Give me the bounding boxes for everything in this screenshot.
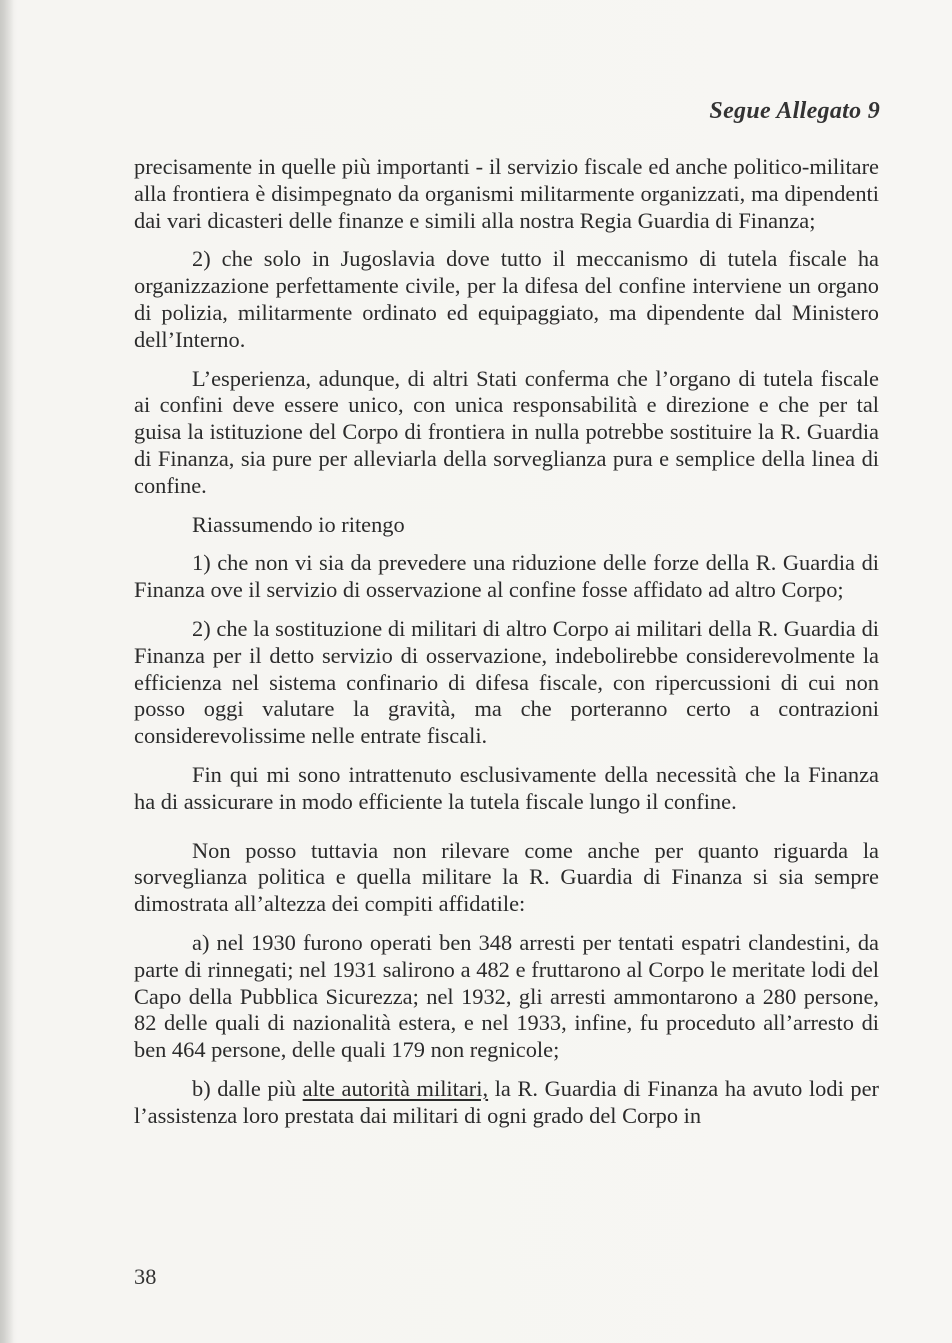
paragraph-10-end: la R. Guardia di Finanza ha avuto lodi per l’assistenza loro prestata dai militari di ogni grado del Corpo in [134, 1075, 879, 1128]
paragraph-3: L’esperienza, adunque, di altri Stati conferma che l’organo di tutela fiscale ai confini deve essere unico, con unica responsabilità e direzione e che per tal guisa la istituzione del Corpo di frontiera in nulla potrebbe sostituire la R. Guardia di Finanza, sia pure per alleviarla della sorveglianza pura e semplice della linea di confine. [134, 365, 879, 498]
paragraph-9: a) nel 1930 furono operati ben 348 arresti per tentati espatri clandestini, da parte di rinnegati; nel 1931 salirono a 482 e fruttarono al Corpo le meritate lodi del Capo della Pubblica Sicurezza; nel 1932, gli arresti ammontarono a 280 persone, 82 delle quali di nazionalità estera, e nel 1933, infine, fu proceduto all’arresto di ben 464 persone, delle quali 179 non regnicole; [134, 929, 879, 1063]
body-text [134, 154, 879, 1142]
paragraph-10-start: b) dalle più [192, 1075, 303, 1101]
page-number: 38 [134, 1264, 157, 1289]
underlined-phrase: alte autorità militari, [302, 1075, 489, 1101]
paragraph-8: Non posso tuttavia non rilevare come anche per quanto riguarda la sorveglianza politica e quella militare la R. Guardia di Finanza si sia sempre dimostrata all’altezza dei compiti affidatile: [134, 837, 879, 917]
paragraph-5: 1) che non vi sia da prevedere una riduzione delle forze della R. Guardia di Finanza ove il servizio di osservazione al confine fosse affidato ad altro Corpo; [134, 550, 879, 603]
paragraph-2: 2) che solo in Jugoslavia dove tutto il meccanismo di tutela fiscale ha organizzazione perfettamente civile, per la difesa del confine interviene un organo di polizia, militarmente ordinato ed equipaggiato, ma dipendente dal Ministero dell’Interno. [134, 246, 879, 352]
running-head: Segue Allegato 9 [709, 98, 880, 124]
paragraph-6: 2) che la sostituzione di militari di altro Corpo ai militari della R. Guardia di Finanza per il detto servizio di osservazione, indebolirebbe considerevolmente la efficienza nel sistema confinario di difesa fiscale, con ripercussioni di cui non posso oggi valutare la gravità, ma che porteranno certo a contrazioni considerevolissime nelle entrate fiscali. [134, 615, 879, 749]
paragraph-7: Fin qui mi sono intrattenuto esclusivamente della necessità che la Finanza ha di assicurare in modo efficiente la tutela fiscale lungo il confine. [134, 761, 879, 814]
paragraph-1: precisamente in quelle più importanti - il servizio fiscale ed anche politico-militare alla frontiera è disimpegnato da organismi militarmente organizzati, ma dipendenti dai vari dicasteri delle finanze e simili alla nostra Regia Guardia di Finanza; [134, 154, 879, 233]
binding-shadow [0, 0, 14, 1343]
paragraph-4: Riassumendo io ritengo [192, 511, 405, 537]
paragraph-10 [134, 1076, 879, 1130]
